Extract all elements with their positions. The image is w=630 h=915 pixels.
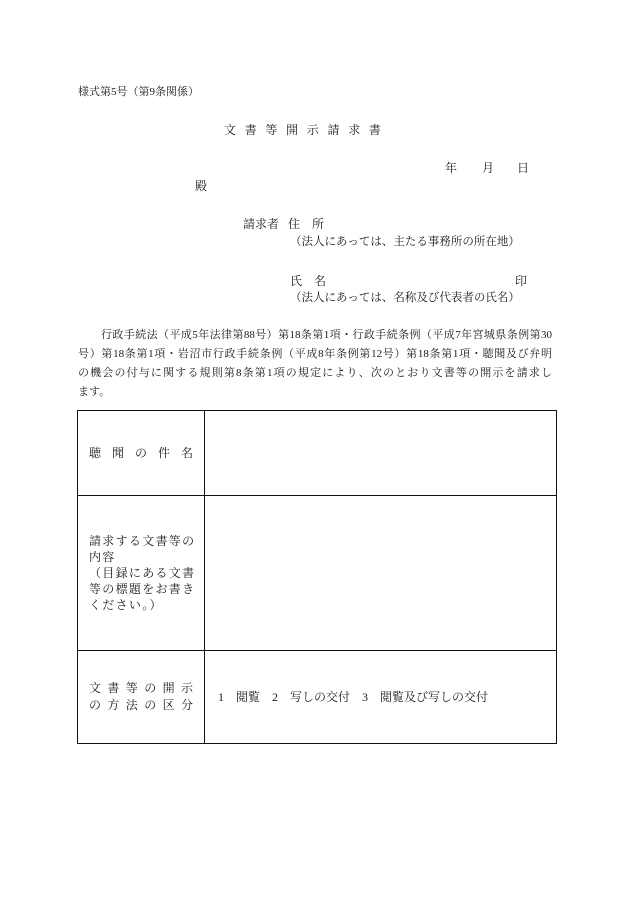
- hearing-subject-label-cell: [78, 411, 205, 495]
- hearing-subject-row: [78, 411, 556, 496]
- form-number: 様式第5号（第9条関係）: [78, 86, 199, 98]
- statement-line: 号）第18条第1項・岩沼市行政手続条例（平成8年条例第12号）第18条第1項・聴聞及び弁明: [78, 348, 552, 360]
- requested-documents-field: [205, 496, 556, 650]
- date-year-label: 年: [445, 161, 458, 175]
- hearing-subject-label: 聴聞の件名: [89, 446, 205, 460]
- disclosure-method-label-line: の方法の区分: [89, 698, 200, 712]
- hearing-subject-field: [205, 411, 556, 495]
- disclosure-method-field: [205, 651, 556, 743]
- requested-documents-label-line: ください。）: [89, 598, 163, 612]
- statement-line: ます。: [78, 386, 111, 398]
- disclosure-method-row: [78, 651, 556, 743]
- date-month-label: 月: [482, 161, 495, 175]
- requested-documents-row: [78, 496, 556, 651]
- disclosure-method-options: 1 閲覧 2 写しの交付 3 閲覧及び写しの交付: [218, 690, 489, 704]
- request-statement: [78, 326, 552, 402]
- requested-documents-label-line: 請求する文書等の: [89, 534, 196, 548]
- requested-documents-label-line: 等の標題をお書き: [89, 582, 196, 596]
- seal-label: 印: [515, 274, 528, 288]
- address-note: （法人にあっては、主たる事務所の所在地）: [290, 236, 520, 248]
- name-label: 氏 名: [290, 274, 327, 288]
- statement-line: 行政手続法（平成5年法律第88号）第18条第1項・行政手続条例（平成7年宮城県条例第30: [101, 329, 552, 341]
- addressee-suffix: 殿: [195, 179, 208, 193]
- disclosure-method-label-cell: [78, 651, 205, 743]
- statement-line: の機会の付与に関する規則第8条第1項の規定により、次のとおり文書等の開示を請求し: [78, 367, 552, 379]
- requested-documents-label-line: （目録にある文書: [89, 566, 196, 580]
- requester-label: 請求者: [243, 217, 280, 231]
- date-day-label: 日: [517, 161, 530, 175]
- requested-documents-label-line: 内容: [89, 550, 116, 564]
- address-label: 住 所: [288, 217, 325, 231]
- request-table: [77, 410, 557, 744]
- name-note: （法人にあっては、名称及び代表者の氏名）: [290, 292, 520, 304]
- document-title: 文書等開示請求書: [224, 123, 390, 137]
- disclosure-method-label-line: 文書等の開示: [89, 681, 200, 695]
- requested-documents-label-cell: [78, 496, 205, 650]
